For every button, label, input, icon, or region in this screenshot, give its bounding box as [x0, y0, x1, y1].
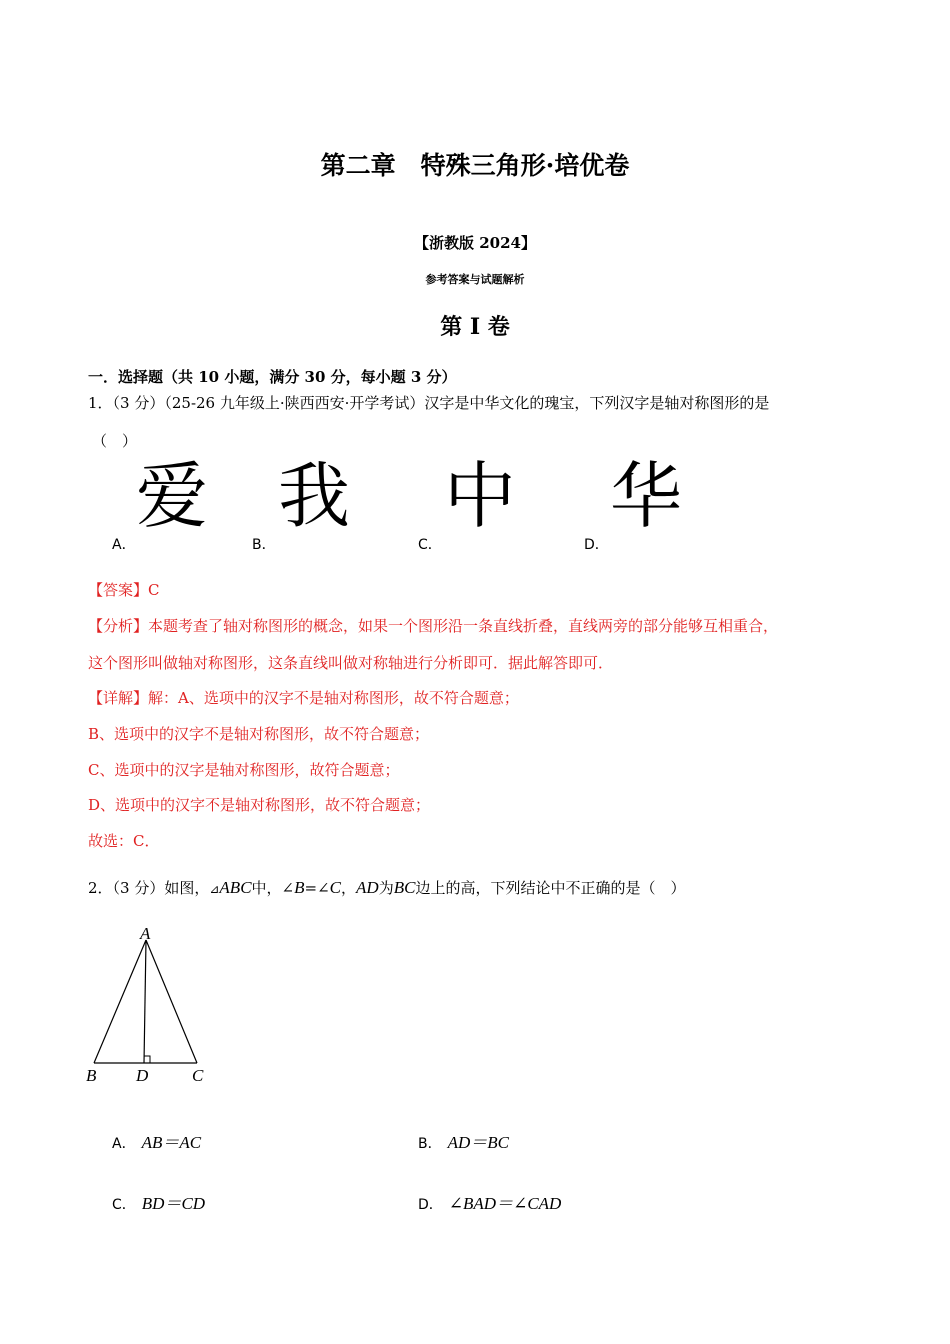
question-2-rest: 边上的高，下列结论中不正确的是（ ）	[415, 879, 686, 897]
question-1-text: （3 分）（25-26 九年级上·陕西西安·开学考试）汉字是中华文化的瑰宝，下列汉字是轴对称图形的是	[112, 394, 770, 412]
side-ac	[146, 940, 197, 1063]
option-c-label: C．	[418, 537, 442, 553]
angle-symbol-2: ∠	[317, 879, 330, 897]
angle-symbol-1: ∠	[281, 879, 295, 897]
detail-line-3: C、选项中的汉字是轴对称图形，故符合题意；	[88, 761, 400, 779]
document-title: 第二章 特殊三角形·培优卷	[320, 151, 630, 180]
q2-option-d	[418, 1189, 561, 1214]
q2-option-a-expr: AB＝AC	[141, 1133, 202, 1152]
q2-option-c-label: C．	[112, 1197, 136, 1213]
question-2-zhong: 中，	[251, 879, 282, 897]
q2-option-d-label: D．	[418, 1197, 443, 1213]
analysis-line-1: 【分析】本题考查了轴对称图形的概念，如果一个图形沿一条直线折叠，直线两旁的部分能够互相重合，	[88, 617, 779, 635]
question-1-paren: （ ）	[92, 432, 138, 450]
segment-bc: BC	[393, 878, 416, 897]
section-heading: 一．选择题（共 10 小题，满分 30 分，每小题 3 分）	[88, 368, 457, 386]
vertex-label-a: A	[140, 924, 151, 943]
detail-line-1: 【详解】解：A、选项中的汉字不是轴对称图形，故不符合题意；	[88, 689, 519, 707]
side-ab	[94, 940, 146, 1063]
q2-option-a	[112, 1128, 201, 1153]
option-a-label: A．	[112, 537, 136, 553]
option-b-character: 我	[278, 454, 351, 538]
vertex-label-b: B	[86, 1066, 97, 1085]
q2-option-b-expr: AD＝BC	[447, 1133, 509, 1152]
volume-heading: 第 I 卷	[440, 314, 510, 340]
angle-c: C	[329, 878, 342, 897]
q2-option-c	[112, 1189, 205, 1214]
option-c-character: 中	[444, 454, 517, 538]
question-2-number: 2．	[88, 879, 113, 897]
triangle-figure	[80, 920, 220, 1090]
q2-option-d-expr: ∠BAD＝∠CAD	[448, 1194, 562, 1213]
subtitle: 参考答案与试题解析	[425, 273, 525, 286]
equals-sign: =	[304, 879, 318, 897]
triangle-name: ABC	[219, 878, 252, 897]
option-a-character: 爱	[136, 454, 209, 538]
conclusion: 故选：C．	[88, 832, 160, 850]
q2-option-b-label: B．	[418, 1136, 442, 1152]
segment-ad: AD	[356, 878, 379, 897]
altitude-ad	[144, 940, 146, 1063]
question-2-intro: （3 分）如图，	[112, 879, 210, 897]
question-1-line	[88, 392, 769, 413]
detail-line-2: B、选项中的汉字不是轴对称图形，故不符合题意；	[88, 725, 430, 743]
triangle-symbol: ⊿	[209, 882, 220, 896]
answer: 【答案】C	[88, 581, 160, 599]
question-2-wei: 为	[378, 879, 394, 897]
analysis-line-2: 这个图形叫做轴对称图形，这条直线叫做对称轴进行分析即可．据此解答即可．	[88, 654, 614, 672]
q2-option-b	[418, 1128, 509, 1153]
q2-option-c-expr: BD＝CD	[141, 1194, 206, 1213]
question-2-comma: ，	[341, 879, 357, 897]
option-d-label: D．	[584, 537, 609, 553]
vertex-label-c: C	[192, 1066, 204, 1085]
option-b-label: B．	[252, 537, 276, 553]
option-d-character: 华	[610, 454, 683, 538]
q2-option-a-label: A．	[112, 1136, 136, 1152]
angle-b: B	[294, 878, 305, 897]
detail-line-4: D、选项中的汉字不是轴对称图形，故不符合题意；	[88, 796, 431, 814]
right-angle-mark	[144, 1056, 150, 1063]
edition-label: 【浙教版 2024】	[414, 234, 536, 252]
question-1-number: 1．	[88, 394, 113, 412]
question-2-line	[88, 877, 685, 898]
vertex-label-d: D	[136, 1066, 149, 1085]
